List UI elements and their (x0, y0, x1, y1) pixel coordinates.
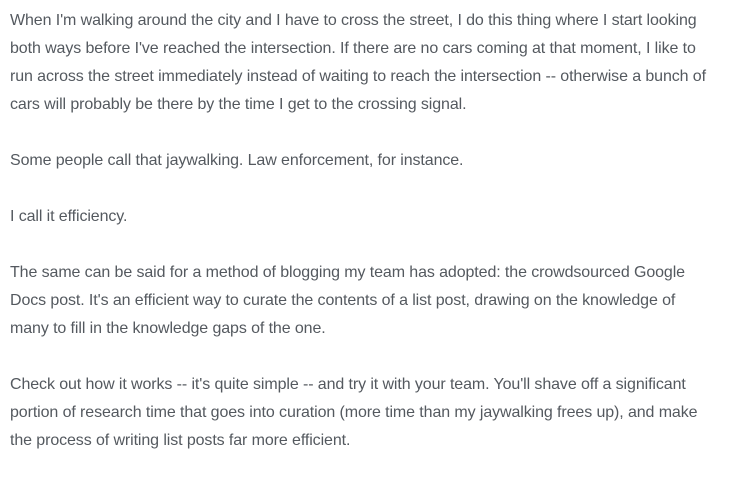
paragraph-crowdsourced-docs: The same can be said for a method of blogging my team has adopted: the crowdsourced Google Docs post. It's an efficient way to curate the contents of a list post, drawing on the knowledge of many to fill in the knowledge gaps of the one. (10, 264, 685, 337)
paragraph-jaywalking-label: Some people call that jaywalking. Law enforcement, for instance. (10, 152, 464, 169)
paragraph-check-out-how: Check out how it works -- it's quite simple -- and try it with your team. You'll shave off a significant portion of research time that goes into curation (more time than my jaywalking frees up), and make the process of writing list posts far more efficient. (10, 376, 698, 449)
paragraph-efficiency: I call it efficiency. (10, 208, 128, 225)
paragraph-jaywalking-intro: When I'm walking around the city and I have to cross the street, I do this thing where I start looking both ways before I've reached the intersection. If there are no cars coming at that moment, I like to run across the street immediately instead of waiting to reach the intersection -- otherwise a bunch of cars will probably be there by the time I get to the crossing signal. (10, 12, 706, 113)
